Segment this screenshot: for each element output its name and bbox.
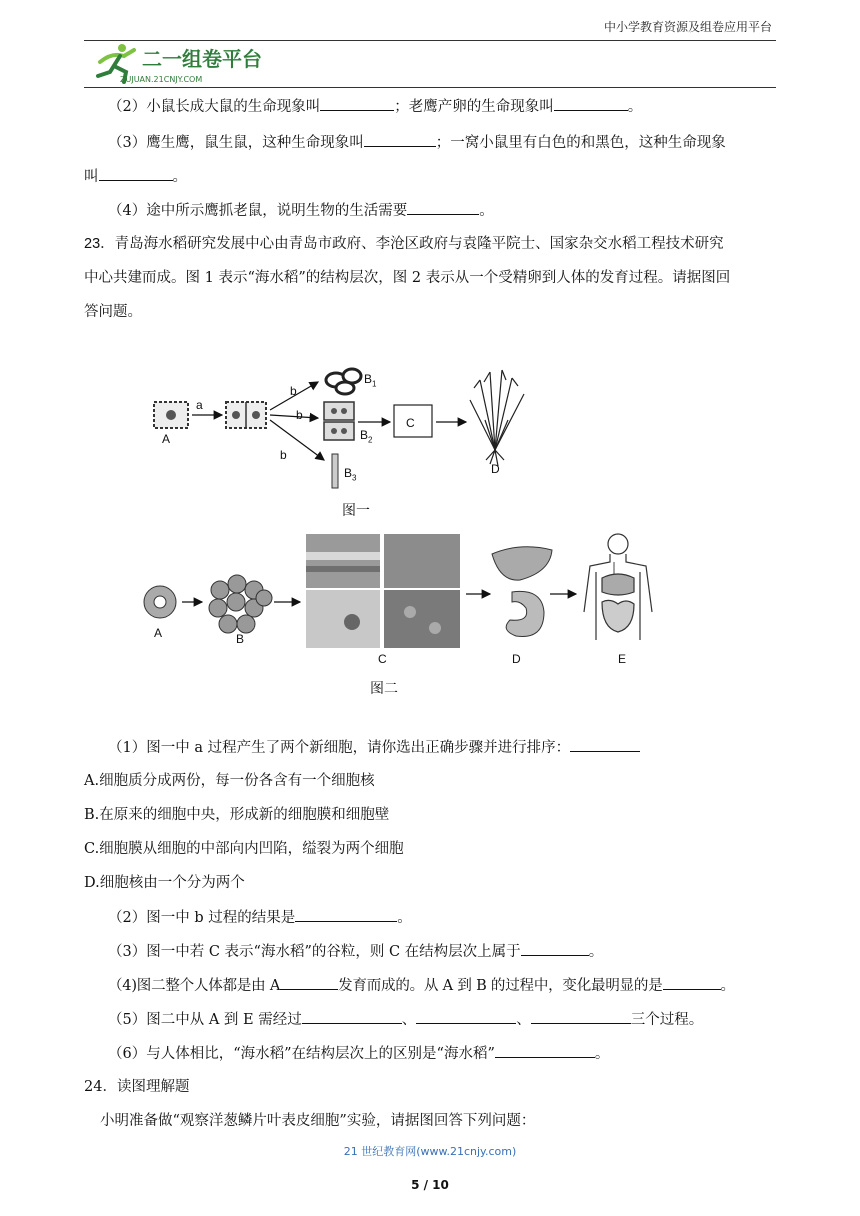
q24-line1: 小明准备做“观察洋葱鳞片叶表皮细胞”实验，请据图回答下列问题： — [100, 1113, 536, 1129]
q23-intro-line2: 中心共建而成。图 1 表示“海水稻”的结构层次，图 2 表示从一个受精卵到人体的发育过程。请据图回 — [84, 270, 731, 286]
q22-p2-text-c: 。 — [627, 99, 643, 115]
q22-part3-cont — [84, 166, 776, 187]
cell-cluster-icon — [209, 575, 272, 633]
answer-blank[interactable] — [407, 200, 479, 215]
fig2-label-d: D — [512, 652, 521, 666]
q22-part3 — [84, 132, 776, 153]
q23-intro-line1 — [84, 234, 776, 254]
q24-title: 24．读图理解题 — [84, 1079, 190, 1095]
q23-sub5 — [84, 1009, 776, 1030]
q23-sub4-text-c: 。 — [720, 978, 735, 994]
q22-part2 — [84, 96, 776, 117]
answer-blank[interactable] — [495, 1043, 595, 1058]
figure-1-caption: 图一 — [342, 503, 370, 519]
footer-site-link[interactable]: 21 世纪教育网(www.21cnjy.com) — [343, 1145, 517, 1158]
organs-liver-stomach-icon — [492, 547, 552, 637]
answer-blank[interactable] — [320, 96, 394, 111]
fig1-label-c: C — [406, 416, 415, 430]
answer-blank[interactable] — [295, 907, 397, 922]
tissue-b1-icon — [326, 369, 361, 394]
header-divider-bottom — [84, 87, 776, 88]
answer-blank[interactable] — [302, 1009, 402, 1024]
q23-sub6 — [84, 1043, 776, 1064]
q23-sub3-text-b: 。 — [588, 944, 604, 960]
fig1-label-b3: $B_3$ — [344, 466, 357, 483]
q23-sub5-text-a: （5）图二中从 A 到 E 需经过 — [108, 1012, 302, 1028]
q23-sub2-text-b: 。 — [397, 910, 412, 926]
plant-cell-a-icon — [154, 402, 188, 428]
q22-p2-text-a: （2）小鼠长成大鼠的生命现象叫 — [108, 99, 321, 115]
fig1-label-a: A — [162, 432, 171, 446]
q22-p3-text-b: ；一窝小鼠里有白色的和黑色，这种生命现象 — [435, 135, 726, 151]
fig1-label-d: D — [491, 462, 500, 476]
fig1-label-b1: $B_1$ — [364, 372, 377, 389]
answer-blank[interactable] — [531, 1009, 631, 1024]
q22-p3-text-a: （3）鹰生鹰，鼠生鼠，这种生命现象叫 — [108, 135, 364, 151]
q23-sub2-text-a: （2）图一中 b 过程的结果是 — [108, 910, 296, 926]
option-d: D.细胞核由一个分为两个 — [84, 875, 245, 891]
q23-sub3-text-a: （3）图一中若 C 表示“海水稻”的谷粒，则 C 在结构层次上属于 — [108, 944, 521, 960]
figure-2-diagram — [140, 532, 680, 652]
fig1-label-b-bottom: b — [280, 448, 287, 462]
fig1-label-b2: $B_2$ — [360, 428, 373, 445]
rice-plant-icon — [470, 370, 524, 466]
q23-sub1-text: （1）图一中 a 过程产生了两个新细胞，请你选出正确步骤并进行排序： — [108, 740, 571, 756]
fig1-label-b-top: b — [290, 384, 297, 398]
fig2-label-c: C — [378, 652, 387, 666]
dividing-cell-icon — [226, 402, 266, 428]
answer-blank[interactable] — [416, 1009, 516, 1024]
header-divider-top — [84, 40, 776, 41]
page-number: 5 / 10 — [411, 1178, 449, 1192]
q23-sub2 — [84, 907, 776, 928]
answer-blank[interactable] — [280, 975, 338, 990]
q23-intro-line3: 答问题。 — [84, 304, 142, 320]
q23-number: 23． — [84, 236, 115, 252]
q22-p3-text-d: 。 — [172, 169, 187, 185]
q23-sub6-text-b: 。 — [594, 1046, 610, 1062]
fertilized-egg-icon — [144, 586, 176, 618]
q22-p4-text-b: 。 — [479, 203, 494, 219]
option-b: B.在原来的细胞中央，形成新的细胞膜和细胞壁 — [84, 807, 390, 823]
human-body-icon — [584, 534, 652, 640]
tissue-micrographs-icon — [306, 534, 460, 648]
fig2-label-a: A — [154, 626, 163, 640]
q23-sub6-text-a: （6）与人体相比，“海水稻”在结构层次上的区别是“海水稻” — [108, 1046, 495, 1062]
q23-sub5-sep-2: 、 — [516, 1012, 531, 1028]
q22-p4-text-a: （4）途中所示鹰抓老鼠，说明生物的生活需要 — [108, 203, 408, 219]
option-c: C.细胞膜从细胞的中部向内凹陷，缢裂为两个细胞 — [84, 841, 404, 857]
fig1-label-b-mid: b — [296, 408, 303, 422]
q23-sub4-text-a: （4)图二整个人体都是由 A — [108, 978, 281, 994]
answer-blank[interactable] — [99, 166, 173, 181]
answer-blank[interactable] — [521, 941, 589, 956]
q22-p3-text-c: 叫 — [84, 169, 99, 185]
option-a: A.细胞质分成两份，每一份各含有一个细胞核 — [84, 773, 375, 789]
fig2-label-b: B — [236, 632, 245, 646]
figure-2-caption: 图二 — [370, 681, 398, 697]
answer-blank[interactable] — [663, 975, 721, 990]
fig1-label-arrow-a: a — [196, 398, 203, 412]
q22-p2-text-b: ；老鹰产卵的生命现象叫 — [394, 99, 554, 115]
logo-main-text: 二一组卷平台 — [142, 47, 262, 71]
q23-sub4 — [84, 975, 776, 996]
tissue-b2-icon — [324, 402, 354, 440]
q23-sub4-text-b: 发育而成的。从 A 到 B 的过程中，变化最明显的是 — [338, 978, 663, 994]
answer-blank[interactable] — [570, 737, 640, 752]
q22-part4 — [84, 200, 776, 221]
answer-blank[interactable] — [554, 96, 628, 111]
platform-logo — [90, 42, 280, 86]
q23-sub5-sep-1: 、 — [401, 1012, 417, 1028]
figure-1-diagram — [140, 360, 540, 490]
logo-sub-text: ZUJUAN.21CNJY.COM — [120, 75, 203, 84]
q23-intro-text-1: 青岛海水稻研究发展中心由青岛市政府、李沧区政府与袁隆平院士、国家杂交水稻工程技术研究 — [114, 236, 724, 252]
fig2-label-e: E — [618, 652, 627, 666]
q23-sub1 — [84, 737, 776, 758]
tissue-b3-icon — [332, 454, 338, 488]
q23-sub5-text-b: 三个过程。 — [630, 1012, 704, 1028]
header-platform-text: 中小学教育资源及组卷应用平台 — [603, 20, 772, 34]
q23-sub3 — [84, 941, 776, 962]
answer-blank[interactable] — [364, 132, 436, 147]
